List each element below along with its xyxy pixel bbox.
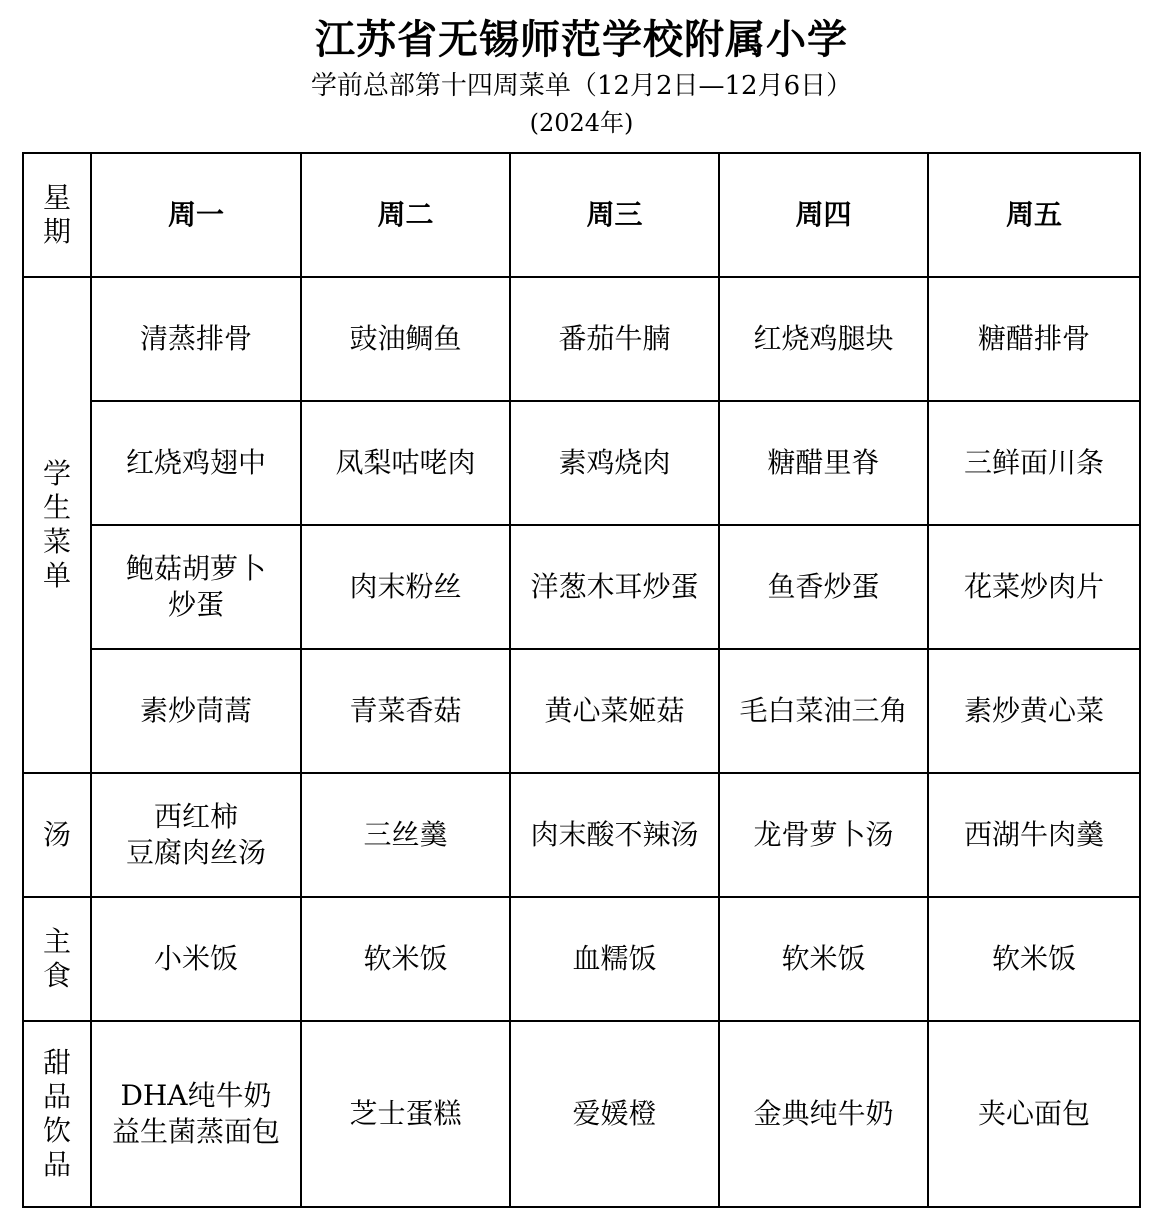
menu-cell: 黄心菜姬菇 bbox=[510, 649, 719, 773]
menu-cell: 三丝羹 bbox=[301, 773, 510, 897]
table-row bbox=[23, 897, 1140, 1021]
day-header-tue: 周二 bbox=[301, 153, 510, 277]
menu-cell: 肉末酸不辣汤 bbox=[510, 773, 719, 897]
table-row bbox=[23, 773, 1140, 897]
menu-cell: 三鲜面川条 bbox=[928, 401, 1140, 525]
category-dessert: 甜品饮品 bbox=[23, 1021, 91, 1207]
menu-cell: 毛白菜油三角 bbox=[719, 649, 928, 773]
menu-cell: 芝士蛋糕 bbox=[301, 1021, 510, 1207]
menu-cell: 软米饭 bbox=[719, 897, 928, 1021]
menu-cell: 素炒茼蒿 bbox=[91, 649, 301, 773]
table-row bbox=[23, 649, 1140, 773]
menu-cell: 番茄牛腩 bbox=[510, 277, 719, 401]
menu-cell: 鲍菇胡萝卜 炒蛋 bbox=[91, 525, 301, 649]
menu-cell: 青菜香菇 bbox=[301, 649, 510, 773]
menu-cell: 西湖牛肉羹 bbox=[928, 773, 1140, 897]
menu-cell: 龙骨萝卜汤 bbox=[719, 773, 928, 897]
day-header-fri: 周五 bbox=[928, 153, 1140, 277]
day-header-row bbox=[23, 153, 1140, 277]
menu-cell: 爱媛橙 bbox=[510, 1021, 719, 1207]
menu-cell: 红烧鸡腿块 bbox=[719, 277, 928, 401]
day-header-wed: 周三 bbox=[510, 153, 719, 277]
corner-label: 星期 bbox=[23, 153, 91, 277]
menu-cell: 豉油鲷鱼 bbox=[301, 277, 510, 401]
page-title: 江苏省无锡师范学校附属小学 bbox=[315, 16, 848, 63]
day-header-mon: 周一 bbox=[91, 153, 301, 277]
menu-cell: 血糯饭 bbox=[510, 897, 719, 1021]
menu-cell: 小米饭 bbox=[91, 897, 301, 1021]
menu-cell: 软米饭 bbox=[928, 897, 1140, 1021]
table-row bbox=[23, 277, 1140, 401]
menu-cell: 花菜炒肉片 bbox=[928, 525, 1140, 649]
menu-cell: 糖醋排骨 bbox=[928, 277, 1140, 401]
menu-cell: 西红柿 豆腐肉丝汤 bbox=[91, 773, 301, 897]
category-soup: 汤 bbox=[23, 773, 91, 897]
weekly-menu-table bbox=[22, 152, 1141, 1208]
menu-cell: DHA纯牛奶 益生菌蒸面包 bbox=[91, 1021, 301, 1207]
category-staple: 主食 bbox=[23, 897, 91, 1021]
table-row bbox=[23, 525, 1140, 649]
menu-year: (2024年) bbox=[529, 109, 634, 137]
menu-cell: 素炒黄心菜 bbox=[928, 649, 1140, 773]
menu-cell: 清蒸排骨 bbox=[91, 277, 301, 401]
menu-cell: 夹心面包 bbox=[928, 1021, 1140, 1207]
menu-cell: 肉末粉丝 bbox=[301, 525, 510, 649]
menu-cell: 红烧鸡翅中 bbox=[91, 401, 301, 525]
menu-cell: 洋葱木耳炒蛋 bbox=[510, 525, 719, 649]
menu-cell: 金典纯牛奶 bbox=[719, 1021, 928, 1207]
menu-cell: 糖醋里脊 bbox=[719, 401, 928, 525]
menu-cell: 凤梨咕咾肉 bbox=[301, 401, 510, 525]
menu-cell: 素鸡烧肉 bbox=[510, 401, 719, 525]
menu-cell: 软米饭 bbox=[301, 897, 510, 1021]
menu-subtitle: 学前总部第十四周菜单（12月2日—12月6日） bbox=[310, 71, 853, 101]
day-header-thu: 周四 bbox=[719, 153, 928, 277]
table-row bbox=[23, 401, 1140, 525]
category-student-menu: 学生菜单 bbox=[23, 277, 91, 773]
table-row bbox=[23, 1021, 1140, 1207]
menu-cell: 鱼香炒蛋 bbox=[719, 525, 928, 649]
